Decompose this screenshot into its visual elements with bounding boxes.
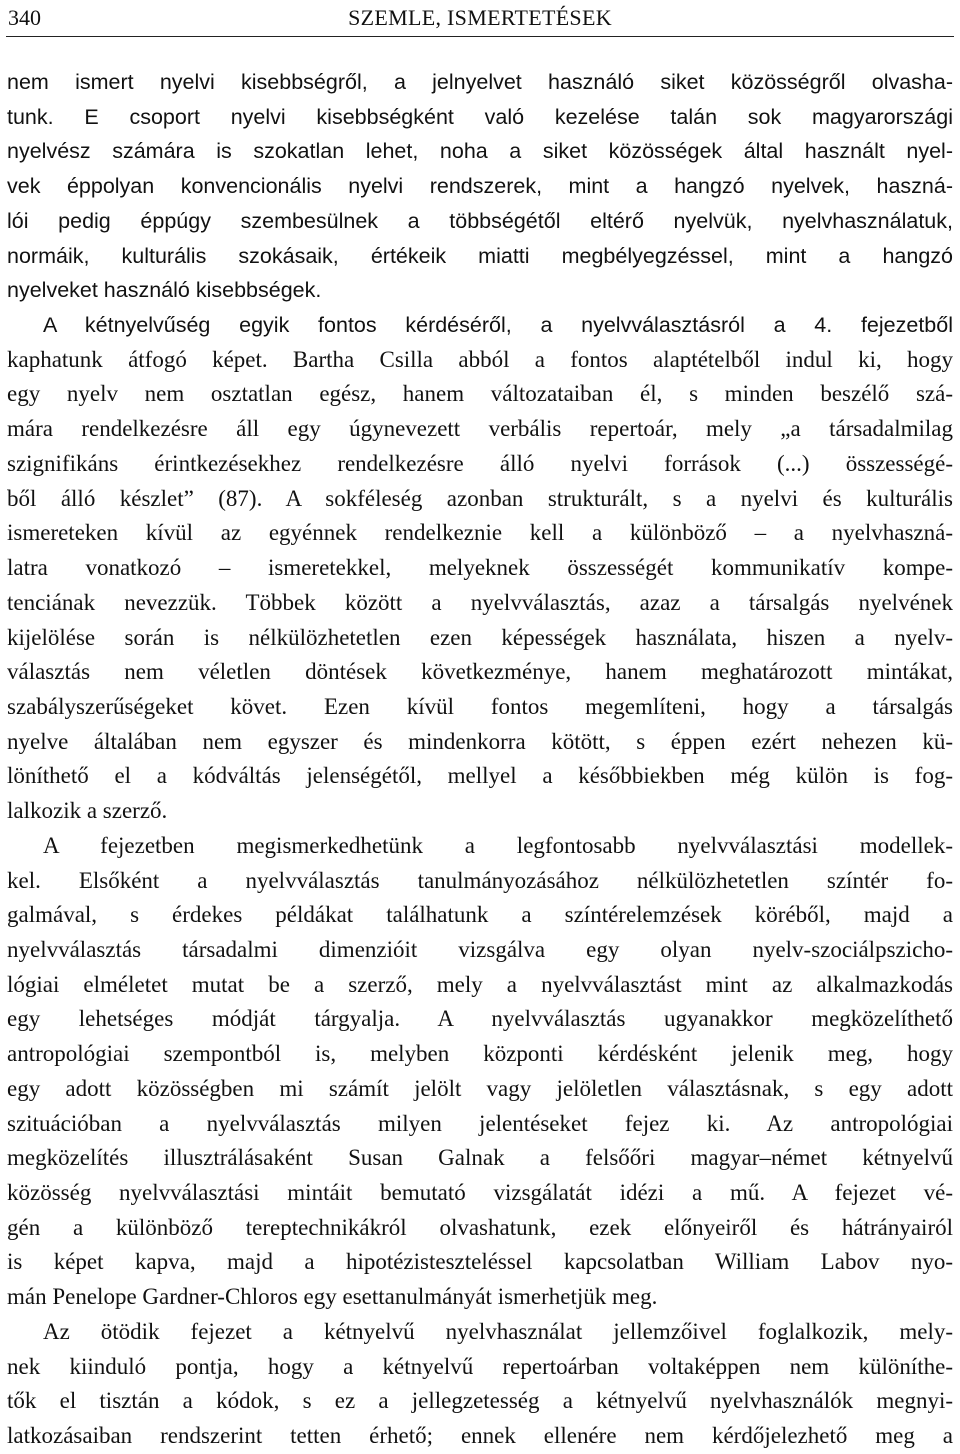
text-line: is képet kapva, majd a hipotézisteszteléssel kapcsolatban William Labov nyo- — [7, 1249, 953, 1275]
text-line: nyelve általában nem egyszer és mindenkorra kötött, s éppen ezért nehezen kü- — [7, 728, 953, 754]
text-line: tunk. E csoport nyelvi kisebbségként való kezelése talán sok magyarországi — [7, 104, 953, 129]
text-line: szabályszerűségeket követ. Ezen kívül fontos megemlíteni, hogy a társalgás — [7, 693, 953, 719]
text-line: megközelítés illusztrálásaként Susan Galnak a felsőőri magyar–német kétnyelvű — [7, 1145, 953, 1171]
text-line: tenciának nevezzük. Többek között a nyelvválasztás, azaz a társalgás nyelvének — [7, 589, 953, 615]
text-line: A fejezetben megismerkedhetünk a legfontosabb nyelvválasztási modellek- — [43, 832, 953, 858]
running-title: SZEMLE, ISMERTETÉSEK — [348, 5, 612, 30]
text-line: nek kiinduló pontja, hogy a kétnyelvű repertoárban voltaképpen nem különíthe- — [7, 1353, 953, 1379]
text-line: nyelvválasztás társadalmi dimenzióit vizsgálva egy olyan nyelv-szociálpszicho- — [7, 936, 953, 962]
page-header — [6, 0, 954, 37]
text-line: kel. Elsőként a nyelvválasztás tanulmányozásához nélkülözhetetlen színtér fo- — [7, 867, 953, 893]
text-line: galmával, s érdekes példákat találhatunk a színtérelemzések köréből, majd a — [7, 902, 953, 928]
text-line: nyelvész számára is szokatlan lehet, noha a siket közösségek által használt nyel- — [7, 139, 953, 164]
text-line: egy adott közösségben mi számít jelölt vagy jelöletlen választásnak, s egy adott — [7, 1075, 953, 1101]
text-line: tők el tisztán a kódok, s ez a jellegzetesség a kétnyelvű nyelvhasználók megnyi- — [7, 1388, 953, 1414]
text-line: latra vonatkozó – ismeretekkel, melyeknek összességét kommunikatív kompe- — [7, 555, 953, 581]
text-line: kijelölése során is nélkülözhetetlen ezen képességek használata, hiszen a nyelv- — [7, 624, 953, 650]
text-line: mán Penelope Gardner-Chloros egy esettanulmányát ismerhetjük meg. — [7, 1284, 658, 1310]
text-line: lói pedig éppúgy szembesülnek a többségétől eltérő nyelvük, nyelvhasználatuk, — [7, 208, 953, 233]
text-line: antropológiai szempontból is, melyben központi kérdésként jelenik meg, hogy — [7, 1041, 953, 1067]
text-line: egy nyelv nem osztatlan egész, hanem változataiban él, s minden beszélő szá- — [7, 381, 953, 407]
text-line: szignifikáns érintkezésekhez rendelkezésre álló nyelvi források (...) összességé- — [7, 450, 953, 476]
text-line: löníthető el a kódváltás jelenségétől, mellyel a későbbiekben még külön is fog- — [7, 763, 953, 789]
text-line: választás nem véletlen döntések következménye, hanem meghatározott mintákat, — [7, 659, 953, 685]
text-line: szituációban a nyelvválasztás milyen jelentéseket fejez ki. Az antropológiai — [7, 1110, 953, 1136]
text-line: közösség nyelvválasztási mintáit bemutató vizsgálatát idézi a mű. A fejezet vé- — [7, 1180, 953, 1205]
text-line: Az ötödik fejezet a kétnyelvű nyelvhasználat jellemzőivel foglalkozik, mely- — [43, 1318, 953, 1344]
body-text — [7, 65, 953, 1454]
text-line: normáik, kulturális szokásaik, értékeik miatti megbélyegzéssel, mint a hangzó — [7, 243, 953, 268]
text-line: A kétnyelvűség egyik fontos kérdéséről, a nyelvválasztásról a 4. fejezetből — [43, 313, 953, 338]
text-line: ismereteken kívül az egyénnek rendelkeznie kell a különböző – a nyelvhaszná- — [7, 520, 953, 546]
text-line: vek éppolyan konvencionális nyelvi rendszerek, mint a hangzó nyelvek, haszná- — [7, 174, 953, 199]
text-line: latkozásaiban rendszerint tetten érhető; ennek ellenére nem kérdőjelezhető meg a — [7, 1423, 953, 1449]
text-line: ből álló készlet” (87). A sokféleség azonban strukturált, s a nyelvi és kulturális — [7, 485, 953, 511]
text-line: nem ismert nyelvi kisebbségről, a jelnyelvet használó siket közösségről olvasha- — [7, 70, 953, 94]
page-number: 340 — [8, 5, 41, 30]
text-line: lalkozik a szerző. — [7, 798, 168, 824]
text-line: nyelveket használó kisebbségek. — [7, 278, 322, 303]
text-line: lógiai elméletet mutat be a szerző, mely a nyelvválasztást mint az alkalmazkodás — [7, 971, 953, 997]
text-line: mára rendelkezésre áll egy úgynevezett verbális repertoár, mely „a társadalmilag — [7, 416, 953, 442]
text-line: kaphatunk átfogó képet. Bartha Csilla abból a fontos alaptételből indul ki, hogy — [7, 346, 953, 372]
text-line: egy lehetséges módját tárgyalja. A nyelvválasztás ugyanakkor megközelíthető — [7, 1006, 953, 1032]
text-line: gén a különböző tereptechnikákról olvashatunk, ezek előnyeiről és hátrányairól — [7, 1214, 953, 1240]
